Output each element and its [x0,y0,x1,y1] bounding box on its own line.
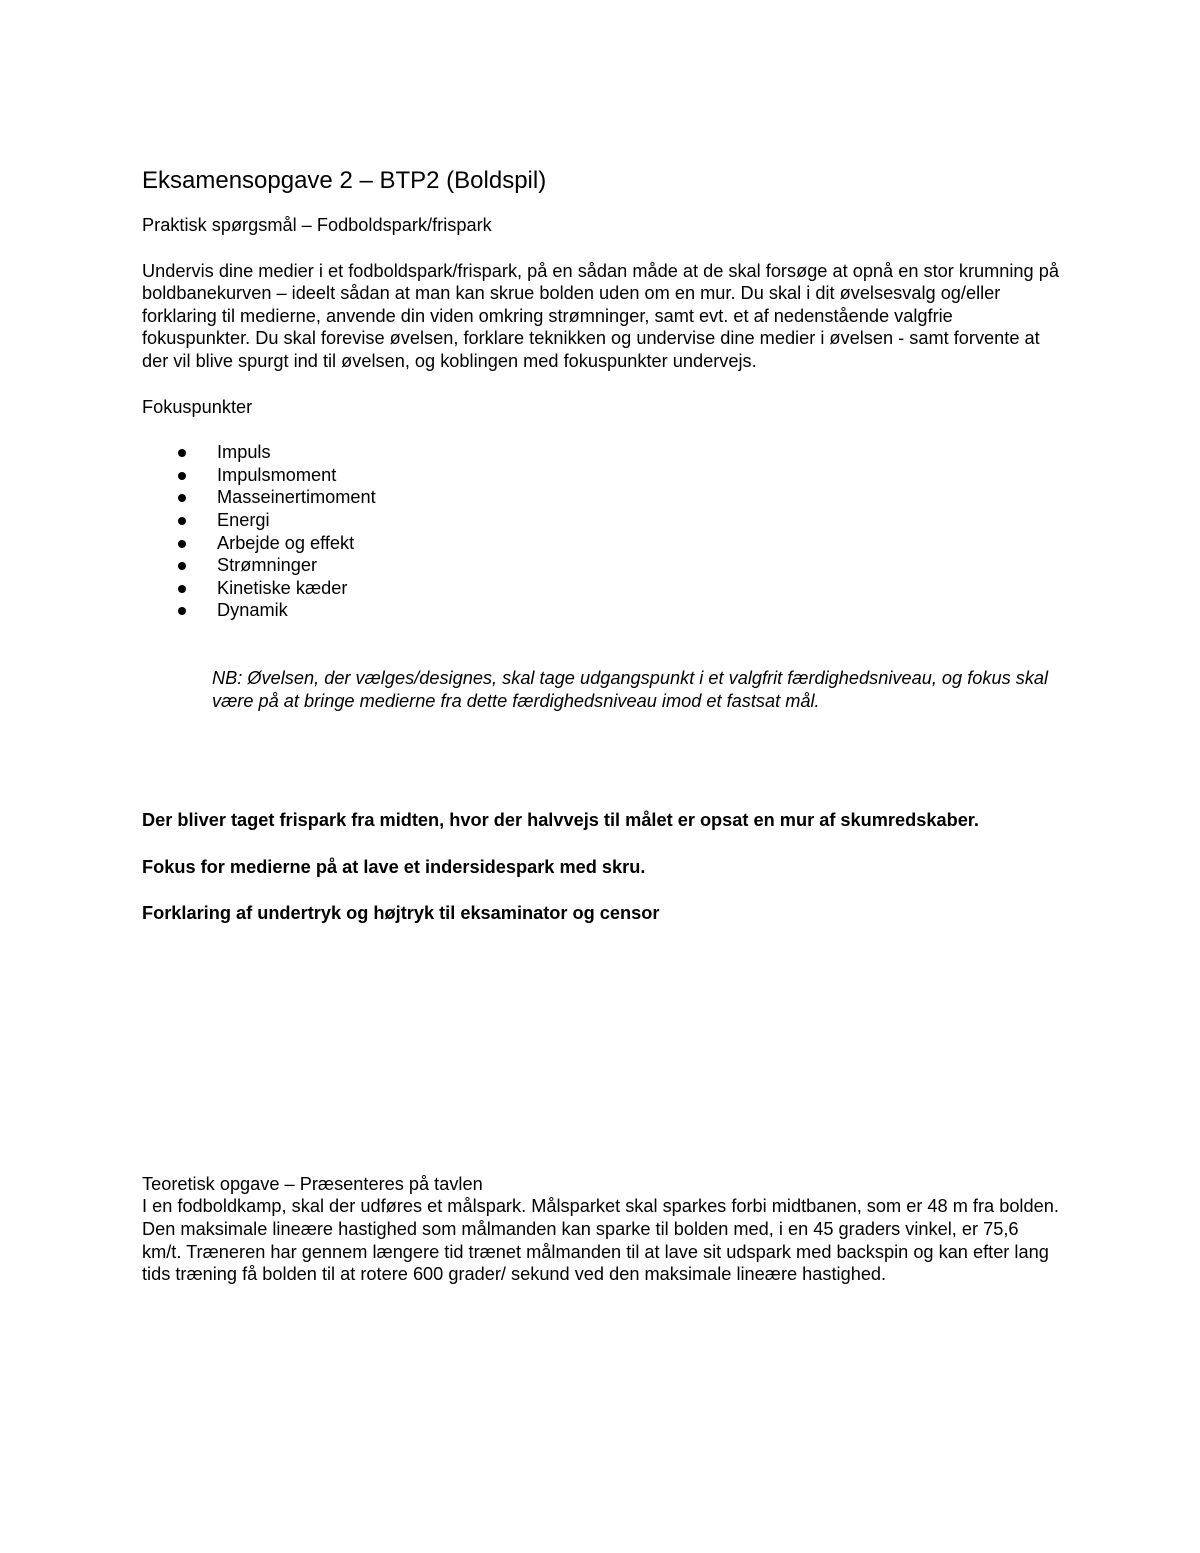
bullet-icon [178,494,186,502]
task-focus-line: Fokus for medierne på at lave et indersidespark med skru. [142,856,646,877]
focus-item-label: Dynamik [217,600,288,621]
focus-item-label: Strømninger [217,555,318,576]
focus-item-label: Arbejde og effekt [217,532,355,553]
document-content [142,166,1062,1286]
focus-heading: Fokuspunkter [142,396,253,417]
focus-list-item [142,554,1062,577]
task-explanation-line: Forklaring af undertryk og højtryk til eksaminator og censor [142,903,660,924]
document-subtitle: Praktisk spørgsmål – Fodboldspark/frispark [142,215,492,235]
focus-item-label: Impuls [217,442,271,463]
bullet-icon [178,607,186,615]
focus-item-label: Masseinertimoment [217,487,376,508]
theory-heading: Teoretisk opgave – Præsenteres på tavlen [142,1173,483,1194]
bullet-icon [178,540,186,548]
focus-list [142,441,1062,622]
bullet-icon [178,562,186,570]
intro-paragraph: Undervis dine medier i et fodboldspark/frispark, på en sådan måde at de skal forsøge at opnå en stor krumning på boldbanekurven – ideelt sådan at man kan skrue bolden uden om en mur. Du skal i dit øvelsesvalg og/eller forklaring til medierne, anvende din viden omkring strømninger, samt evt. et af nedenstående valgfrie fokuspunkter. Du skal forevise øvelsen, forklare teknikken og undervise dine medier i øvelsen - samt forvente at der vil blive spurgt ind til øvelsen, og koblingen med fokuspunkter undervejs. [142,260,1059,371]
focus-list-item [142,577,1062,600]
bullet-icon [178,449,186,457]
focus-list-item [142,599,1062,622]
focus-item-label: Impulsmoment [217,464,337,485]
bullet-icon [178,517,186,525]
note-paragraph: NB: Øvelsen, der vælges/designes, skal tage udgangspunkt i et valgfrit færdighedsniveau, og fokus skal være på at bringe medierne fra dette færdighedsniveau imod et fastsat mål. [212,667,1049,711]
focus-list-item [142,509,1062,532]
task-setup-line: Der bliver taget frispark fra midten, hvor der halvvejs til målet er opsat en mur af skumredskaber. [142,810,979,831]
focus-list-item [142,441,1062,464]
document-title: Eksamensopgave 2 – BTP2 (Boldspil) [142,167,547,194]
focus-item-label: Energi [217,509,270,530]
bullet-icon [178,585,186,593]
focus-list-item [142,532,1062,555]
focus-item-label: Kinetiske kæder [217,577,348,598]
theory-paragraph: I en fodboldkamp, skal der udføres et målspark. Målsparket skal sparkes forbi midtbanen, som er 48 m fra bolden. Den maksimale lineære hastighed som målmanden kan sparke til bolden med, i en 45 graders vinkel, er 75,6 km/t. Træneren har gennem længere tid trænet målmanden til at lave sit udspark med backspin og kan efter lang tids træning få bolden til at rotere 600 grader/ sekund ved den maksimale lineære hastighed. [142,1196,1059,1285]
bullet-icon [178,472,186,480]
focus-list-item [142,464,1062,487]
focus-list-item [142,486,1062,509]
